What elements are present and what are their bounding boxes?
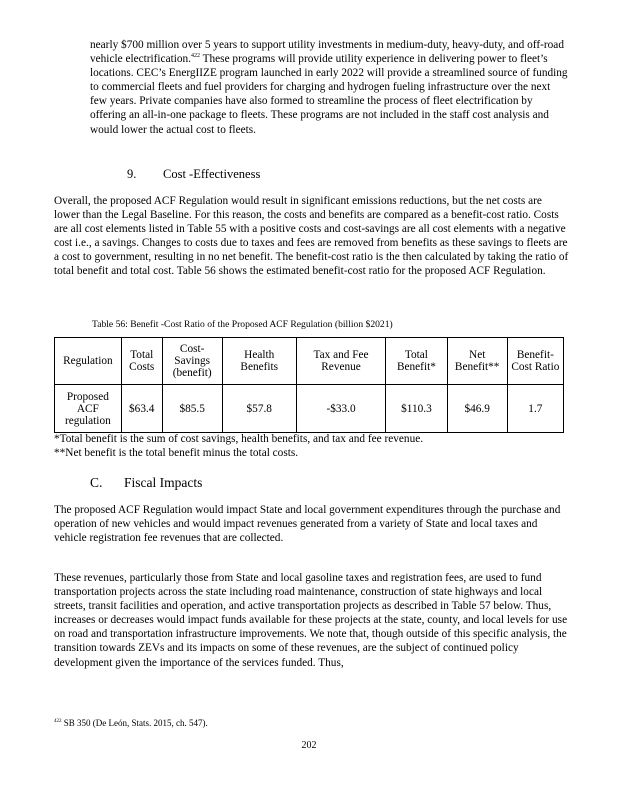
section-c-title: Fiscal Impacts bbox=[124, 475, 203, 490]
table-caption: Table 56: Benefit -Cost Ratio of the Proposed ACF Regulation (billion $2021) bbox=[92, 319, 393, 330]
table-notes bbox=[54, 432, 569, 460]
cell-total-costs: $63.4 bbox=[121, 385, 162, 433]
header-total-benefit: Total Benefit* bbox=[386, 338, 447, 385]
header-regulation: Regulation bbox=[55, 338, 122, 385]
section-9-title: Cost -Effectiveness bbox=[163, 167, 261, 181]
cell-tax-fee-revenue: -$33.0 bbox=[296, 385, 385, 433]
footnote-text: SB 350 (De León, Stats. 2015, ch. 547). bbox=[61, 718, 208, 728]
header-total-costs: Total Costs bbox=[121, 338, 162, 385]
header-cost-savings: Cost-Savings (benefit) bbox=[162, 338, 222, 385]
cell-benefit-cost-ratio: 1.7 bbox=[507, 385, 563, 433]
section-9-heading bbox=[127, 167, 260, 182]
intro-text-continued: These programs will provide utility experience in delivering power to fleet’s locations. CEC’s EnergIIZE program launched in early 2022 will provide a streamlined source of funding to commercial fleets and fuel providers for charging and hydrogen fueling infrastructure over the next few years. Private companies have also formed to streamline the process of fleet electrification by offering an all-in-one package to fleets. These programs are not included in the staff cost analysis and would lower the actual cost to fleets. bbox=[90, 53, 568, 136]
header-benefit-cost-ratio: Benefit-Cost Ratio bbox=[507, 338, 563, 385]
cell-total-benefit: $110.3 bbox=[386, 385, 447, 433]
section-9-number: 9. bbox=[127, 167, 137, 181]
cell-health-benefits: $57.8 bbox=[222, 385, 296, 433]
page-footnote bbox=[54, 718, 208, 728]
fiscal-impacts-paragraph-1: The proposed ACF Regulation would impact State and local government expenditures through the purchase and operation of new vehicles and would impact revenues generated from a variety of State and local taxes and vehicle registration fee revenues that are collected. bbox=[54, 504, 561, 545]
cell-cost-savings: $85.5 bbox=[162, 385, 222, 433]
section-c-letter: C. bbox=[90, 475, 103, 490]
table-note-total-benefit: *Total benefit is the sum of cost savings, health benefits, and tax and fee revenue. bbox=[54, 433, 424, 445]
table-note-net-benefit: **Net benefit is the total benefit minus the total costs. bbox=[54, 447, 299, 459]
header-net-benefit: Net Benefit** bbox=[447, 338, 507, 385]
intro-text: nearly $700 million over 5 years to support utility investments in medium-duty, heavy-duty, and off-road vehicle electrification. bbox=[90, 39, 564, 66]
fiscal-impacts-paragraph-2: These revenues, particularly those from State and local gasoline taxes and registration fees, are used to fund transportation projects across the state including road maintenance, construction of state highways and local streets, transit facilities and operation, and active transportation projects as described in Table 57 below. Thus, increases or decreases would impact funds available for these projects at the state, county, and local levels for use on road and transportation infrastructure improvements. We note that, though outside of this specific analysis, the transition towards ZEVs and its impacts on some of these revenues, are the subject of continued policy development given the importance of the services funded. Thus, bbox=[54, 572, 568, 669]
footnote-number: 422 bbox=[54, 719, 62, 724]
section-c-heading bbox=[90, 475, 202, 491]
intro-paragraph bbox=[90, 38, 570, 137]
cell-net-benefit: $46.9 bbox=[447, 385, 507, 433]
page-number: 202 bbox=[301, 740, 317, 751]
table-row bbox=[55, 385, 564, 433]
header-health-benefits: Health Benefits bbox=[222, 338, 296, 385]
benefit-cost-table bbox=[54, 337, 564, 433]
footnote-reference: 422 bbox=[191, 53, 200, 60]
header-tax-fee-revenue: Tax and Fee Revenue bbox=[296, 338, 385, 385]
cell-regulation: Proposed ACF regulation bbox=[55, 385, 122, 433]
cost-effectiveness-paragraph: Overall, the proposed ACF Regulation would result in significant emissions reductions, but the net costs are lower than the Legal Baseline. For this reason, the costs and benefits are compared as a benefit-cost ratio. Costs are all cost elements listed in Table 55 with a positive costs and cost-savings are all cost elements with a negative cost i.e., a savings. Changes to costs due to taxes and fees are removed from benefits as these savings to fleets are a cost to government, resulting in no net benefit. The benefit-cost ratio is the then calculated by taking the ratio of total benefit and total cost. Table 56 shows the estimated benefit-cost ratio for the proposed ACF Regulation. bbox=[54, 195, 569, 278]
table-header-row bbox=[55, 338, 564, 385]
